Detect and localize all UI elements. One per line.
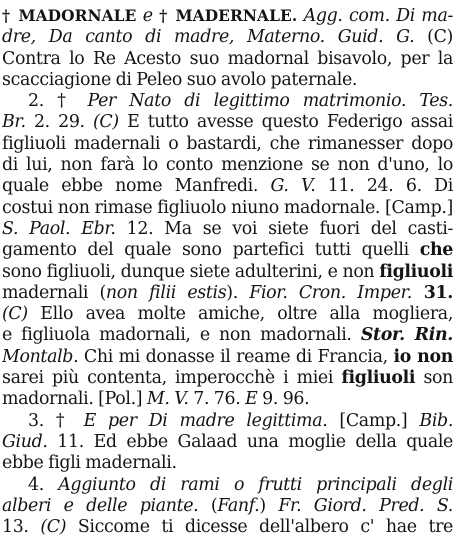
text-segment: 12. Ma se voi siete fuori del casti- xyxy=(115,218,453,239)
text-segment: Contra lo Re Acesto suo madornal bisavolo, per la xyxy=(2,48,453,69)
text-line xyxy=(2,198,453,219)
text-segment: 2. † xyxy=(28,91,88,112)
text-line xyxy=(2,304,453,325)
text-segment: figliuoli xyxy=(341,368,416,389)
entry-body xyxy=(2,27,453,538)
text-line xyxy=(2,517,453,538)
text-line xyxy=(2,432,453,453)
text-segment: Fior. Cron. Imper. xyxy=(249,282,412,303)
text-segment: (C) xyxy=(40,517,67,538)
text-line xyxy=(2,240,453,261)
text-segment: ebbe figli madernali. xyxy=(2,453,177,474)
text-segment: 4. xyxy=(28,474,59,495)
text-segment: Per Nato di legittimo matrimonio. Tes. xyxy=(87,91,453,112)
text-line xyxy=(2,453,453,474)
text-line xyxy=(2,155,453,176)
text-line xyxy=(2,411,453,432)
text-segment: e figliuola madornali, e non madornali. xyxy=(2,325,361,346)
text-line xyxy=(2,475,453,496)
text-segment: E tutto avesse questo Federigo assai xyxy=(118,112,453,133)
text-segment: 11. Ed ebbe Galaad una moglie della quale xyxy=(47,431,453,452)
text-line xyxy=(2,112,453,133)
text-line xyxy=(2,219,453,240)
text-segment: dre, Da canto di madre, Materno. Guid. G. xyxy=(2,27,415,48)
text-segment: figliuoli xyxy=(379,261,453,282)
text-segment: Ello avea molte amiche, oltre alla mogliera, xyxy=(27,304,453,325)
text-segment: E xyxy=(245,389,258,410)
headword-conjunction: e xyxy=(136,6,160,26)
headword-madornale: † MADORNALE xyxy=(2,7,137,25)
text-segment: Bib. xyxy=(419,410,453,431)
text-segment: figliuoli madernali o bastardi, che rimanesser dopo xyxy=(2,133,453,154)
text-line xyxy=(2,91,453,112)
text-segment: [Camp.] xyxy=(327,410,420,431)
text-segment: ). xyxy=(226,282,250,303)
text-segment: 13. xyxy=(2,517,41,538)
text-segment: madornali. [Pol.] xyxy=(2,389,147,410)
text-segment: son xyxy=(415,368,453,389)
text-segment: 31. xyxy=(411,282,453,303)
text-segment: Agg. com. xyxy=(303,6,390,26)
text-line xyxy=(2,368,453,389)
text-segment: Fanf. xyxy=(217,495,260,516)
text-segment: (C) xyxy=(2,304,28,325)
text-segment: 9. 96. xyxy=(257,389,310,410)
text-segment: Giud. xyxy=(2,431,48,452)
entry-headword-line xyxy=(2,6,453,27)
text-segment: Chi mi donasse il reame di Francia, xyxy=(78,346,394,367)
text-segment: 2. 29. xyxy=(25,112,93,133)
text-line xyxy=(2,70,453,91)
text-segment: ) xyxy=(259,495,279,516)
text-segment: Fr. Giord. Pred. S. xyxy=(278,495,453,516)
text-segment: io non xyxy=(393,346,453,367)
text-segment: non filii estis xyxy=(105,282,227,303)
text-line xyxy=(2,389,453,410)
text-line xyxy=(2,496,453,517)
headword-madernale: † MADERNALE. xyxy=(159,7,298,25)
text-segment: 11. 24. 6. Di xyxy=(315,176,453,197)
text-segment: M. V. xyxy=(146,389,189,410)
text-segment: sarei più contenta, imperocchè i miei xyxy=(2,368,342,389)
text-segment: 3. † xyxy=(28,410,84,431)
text-segment: Stor. Rin. xyxy=(360,325,453,346)
text-segment: G. V. xyxy=(270,176,316,197)
text-segment: di lui, non farà lo conto menzione se non d'uno, lo xyxy=(2,155,453,176)
text-segment: ( xyxy=(198,495,218,516)
text-segment: (C) xyxy=(414,27,453,48)
text-segment: Di ma- xyxy=(389,6,453,26)
text-segment: gamento del quale sono partefici tutti quelli xyxy=(2,240,420,261)
text-segment: Montalb. xyxy=(2,346,79,367)
text-segment: 7. 76. xyxy=(188,389,246,410)
text-segment: Br. xyxy=(2,112,26,133)
text-line xyxy=(2,283,453,304)
text-line xyxy=(2,347,453,368)
text-line xyxy=(2,134,453,155)
text-segment: sono figliuoli, dunque siete adulterini, e non xyxy=(2,261,380,282)
text-segment: costui non rimase figliuolo niuno madornale. [Camp.] xyxy=(2,197,453,218)
text-line xyxy=(2,176,453,197)
text-segment: madernali ( xyxy=(2,282,106,303)
text-segment: Siccome ti dicesse dell'albero c' hae tre xyxy=(66,517,453,538)
text-line xyxy=(2,325,453,346)
text-segment: Aggiunto di rami o frutti principali degli xyxy=(58,474,453,495)
text-segment: alberi e delle piante. xyxy=(2,495,199,516)
text-segment: E per Di madre legittima. xyxy=(83,410,328,431)
text-segment: quale ebbe nome Manfredi. xyxy=(2,176,271,197)
text-segment: S. Paol. Ebr. xyxy=(2,218,116,239)
text-segment: che xyxy=(419,240,453,261)
text-line xyxy=(2,27,453,48)
text-line xyxy=(2,49,453,70)
text-segment: (C) xyxy=(92,112,119,133)
text-segment: scacciagione di Peleo suo avolo paternale. xyxy=(2,69,358,90)
text-line xyxy=(2,262,453,283)
